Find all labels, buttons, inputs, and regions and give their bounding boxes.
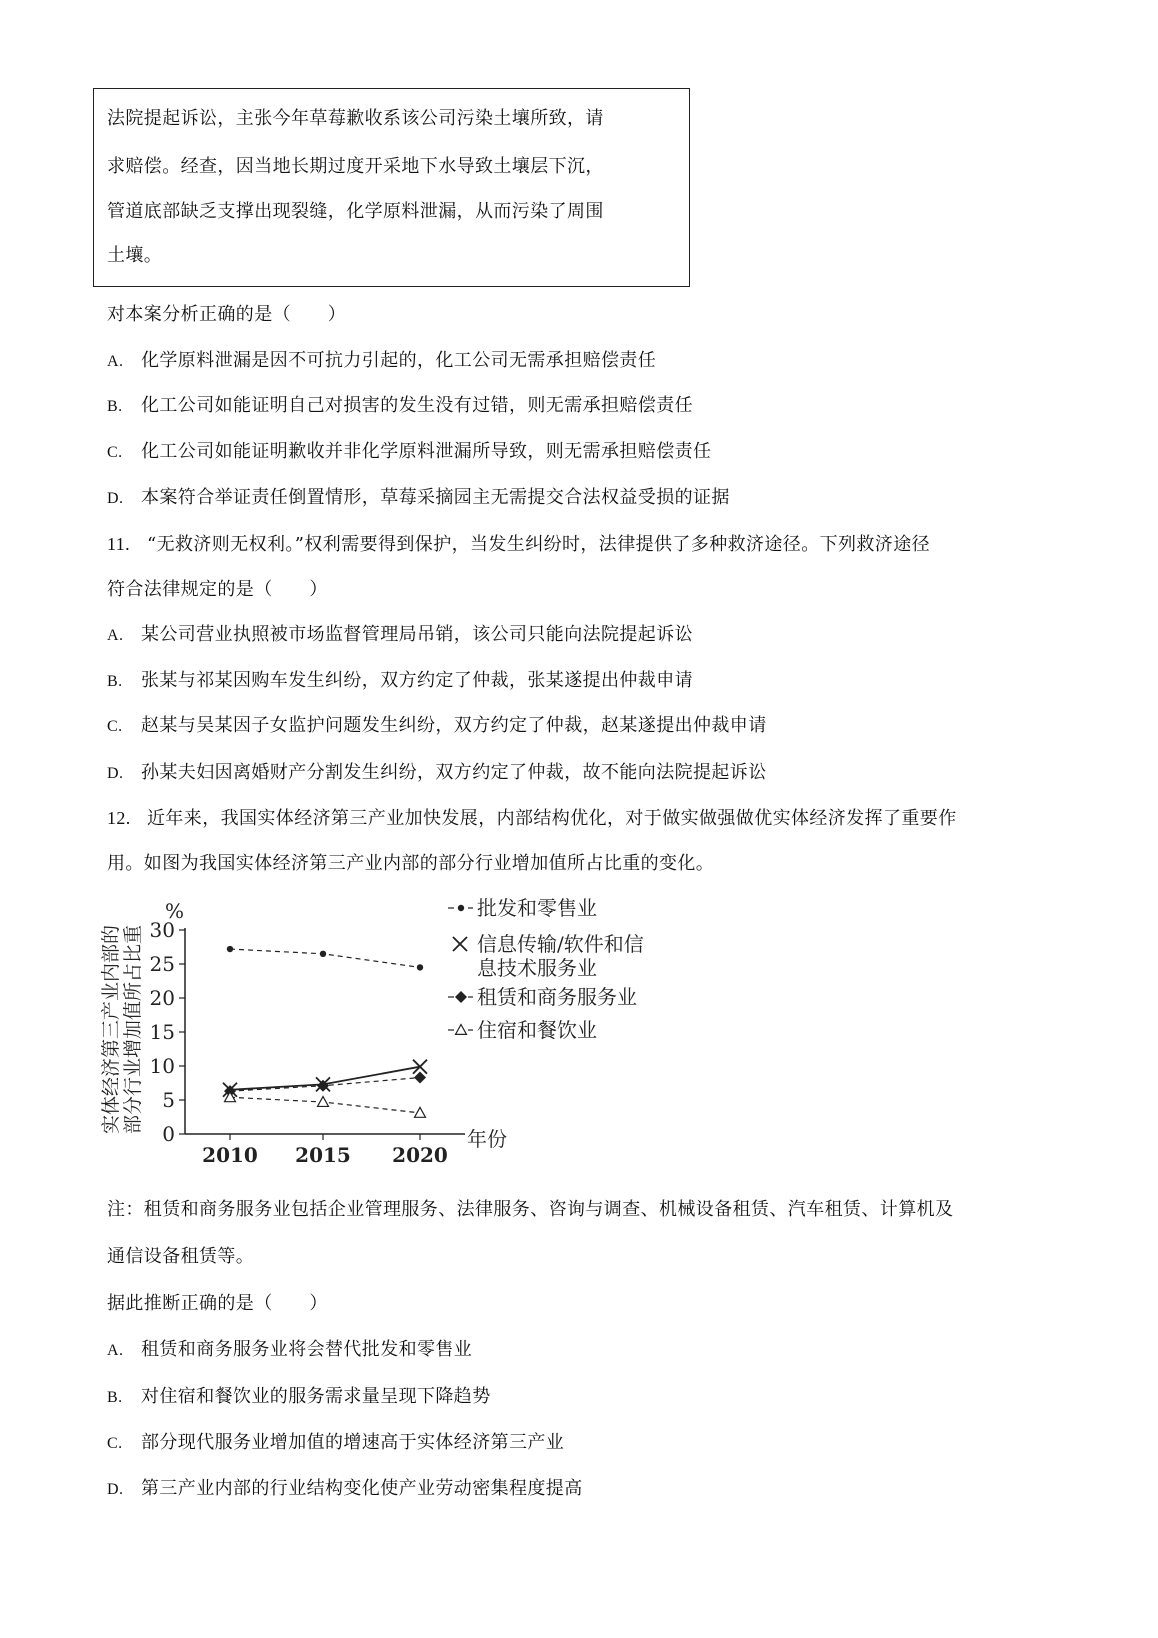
legend-marker-diamond <box>455 991 467 1003</box>
y-axis-label-line1: 实体经济第三产业内部的 <box>100 924 122 1134</box>
q12-option-d[interactable] <box>107 1477 583 1502</box>
q12-option-a[interactable] <box>107 1338 472 1363</box>
option-text: 化工公司如能证明歉收并非化学原料泄漏所导致，则无需承担赔偿责任 <box>141 441 712 462</box>
data-point-diamond <box>414 1072 426 1084</box>
q12-note: 注：租赁和商务服务业包括企业管理服务、法律服务、咨询与调查、机械设备租赁、汽车租赁、计算机及 <box>107 1199 954 1220</box>
q12-option-b[interactable] <box>107 1385 491 1410</box>
data-point-triangle <box>318 1097 329 1107</box>
y-tick-label: 10 <box>149 1054 175 1078</box>
y-tick-label: 5 <box>162 1088 175 1112</box>
option-key: A. <box>107 353 124 370</box>
q12-stem <box>107 806 957 831</box>
chart-legend <box>448 896 644 1042</box>
q12-stem2: 据此推断正确的是（ ） <box>107 1293 328 1314</box>
x-tick-label: 2020 <box>392 1143 448 1167</box>
option-text: 租赁和商务服务业将会替代批发和零售业 <box>141 1339 473 1360</box>
question-number: 11. <box>107 534 131 554</box>
q11-stem <box>107 532 930 557</box>
legend-label: 租赁和商务服务业 <box>477 985 637 1009</box>
passage-line: 土壤。 <box>107 245 163 266</box>
option-text: 孙某夫妇因离婚财产分割发生纠纷，双方约定了仲裁，故不能向法院提起诉讼 <box>141 762 767 783</box>
chart-ticks <box>150 918 448 1167</box>
data-point-triangle <box>415 1107 426 1117</box>
option-key: C. <box>107 718 123 735</box>
legend-marker-triangle <box>456 1025 467 1035</box>
q12-stem-text: 近年来，我国实体经济第三产业加快发展，内部结构优化，对于做实做强做优实体经济发挥了重要作 <box>147 808 957 829</box>
question-number: 12. <box>107 808 131 828</box>
unit-label: % <box>165 899 185 923</box>
option-key: B. <box>107 398 123 415</box>
passage-line: 法院提起诉讼，主张今年草莓歉收系该公司污染土壤所致，请 <box>107 108 604 129</box>
option-text: 赵某与吴某因子女监护问题发生纠纷，双方约定了仲裁，赵某遂提出仲裁申请 <box>141 715 767 736</box>
option-key: B. <box>107 673 123 690</box>
chart-series <box>223 946 427 1117</box>
q12-option-c[interactable] <box>107 1431 564 1456</box>
q10-option-a[interactable] <box>107 349 656 374</box>
x-axis-label: 年份 <box>467 1127 507 1151</box>
option-key: D. <box>107 1481 124 1498</box>
data-point-dot <box>227 946 233 952</box>
option-key: D. <box>107 490 124 507</box>
q10-option-b[interactable] <box>107 394 693 419</box>
y-tick-label: 0 <box>162 1122 175 1146</box>
option-text: 对住宿和餐饮业的服务需求量呈现下降趋势 <box>141 1386 491 1407</box>
y-tick-label: 20 <box>149 986 175 1010</box>
q11-option-c[interactable] <box>107 714 767 739</box>
legend-label: 住宿和餐饮业 <box>477 1018 597 1042</box>
passage-line: 求赔偿。经查，因当地长期过度开采地下水导致土壤层下沉， <box>107 156 604 177</box>
data-point-dot <box>320 951 326 957</box>
q10-stem: 对本案分析正确的是（ ） <box>107 304 347 325</box>
data-point-diamond <box>317 1080 329 1092</box>
option-key: C. <box>107 444 123 461</box>
y-tick-label: 15 <box>149 1020 175 1044</box>
q11-option-d[interactable] <box>107 761 767 786</box>
q11-stem-text: “无救济则无权利。”权利需要得到保护，当发生纠纷时，法律提供了多种救济途径。下列救济途径 <box>147 534 930 555</box>
option-text: 化工公司如能证明自己对损害的发生没有过错，则无需承担赔偿责任 <box>141 395 693 416</box>
option-text: 某公司营业执照被市场监督管理局吊销，该公司只能向法院提起诉讼 <box>141 624 693 645</box>
y-tick-label: 25 <box>149 952 175 976</box>
option-key: A. <box>107 627 124 644</box>
passage-line: 管道底部缺乏支撑出现裂缝，化学原料泄漏，从而污染了周围 <box>107 201 604 222</box>
q10-option-c[interactable] <box>107 440 711 465</box>
q12-note-cont: 通信设备租赁等。 <box>107 1246 255 1267</box>
q11-option-a[interactable] <box>107 623 693 648</box>
option-key: C. <box>107 1435 123 1452</box>
option-text: 部分现代服务业增加值的增速高于实体经济第三产业 <box>141 1432 565 1453</box>
q12-stem-cont: 用。如图为我国实体经济第三产业内部的部分行业增加值所占比重的变化。 <box>107 853 715 874</box>
option-key: A. <box>107 1342 124 1359</box>
option-key: B. <box>107 1389 123 1406</box>
y-axis-label-line2: 部分行业增加值所占比重 <box>122 924 144 1134</box>
q11-stem-cont: 符合法律规定的是（ ） <box>107 579 328 600</box>
option-key: D. <box>107 765 124 782</box>
legend-marker-dot <box>458 905 464 911</box>
q10-option-d[interactable] <box>107 486 730 511</box>
option-text: 第三产业内部的行业结构变化使产业劳动密集程度提高 <box>141 1478 583 1499</box>
y-tick-label: 30 <box>149 918 175 942</box>
legend-label: 息技术服务业 <box>477 956 597 980</box>
legend-marker-cross <box>453 937 467 951</box>
x-tick-label: 2010 <box>202 1143 258 1167</box>
option-text: 本案符合举证责任倒置情形，草莓采摘园主无需提交合法权益受损的证据 <box>141 487 730 508</box>
legend-label: 信息传输/软件和信 <box>477 932 644 956</box>
q11-option-b[interactable] <box>107 669 693 694</box>
legend-label: 批发和零售业 <box>477 896 597 920</box>
line-chart <box>95 886 715 1186</box>
option-text: 化学原料泄漏是因不可抗力引起的，化工公司无需承担赔偿责任 <box>141 350 657 371</box>
data-point-dot <box>417 964 423 970</box>
option-text: 张某与祁某因购车发生纠纷，双方约定了仲裁，张某遂提出仲裁申请 <box>141 670 693 691</box>
x-tick-label: 2015 <box>295 1143 351 1167</box>
